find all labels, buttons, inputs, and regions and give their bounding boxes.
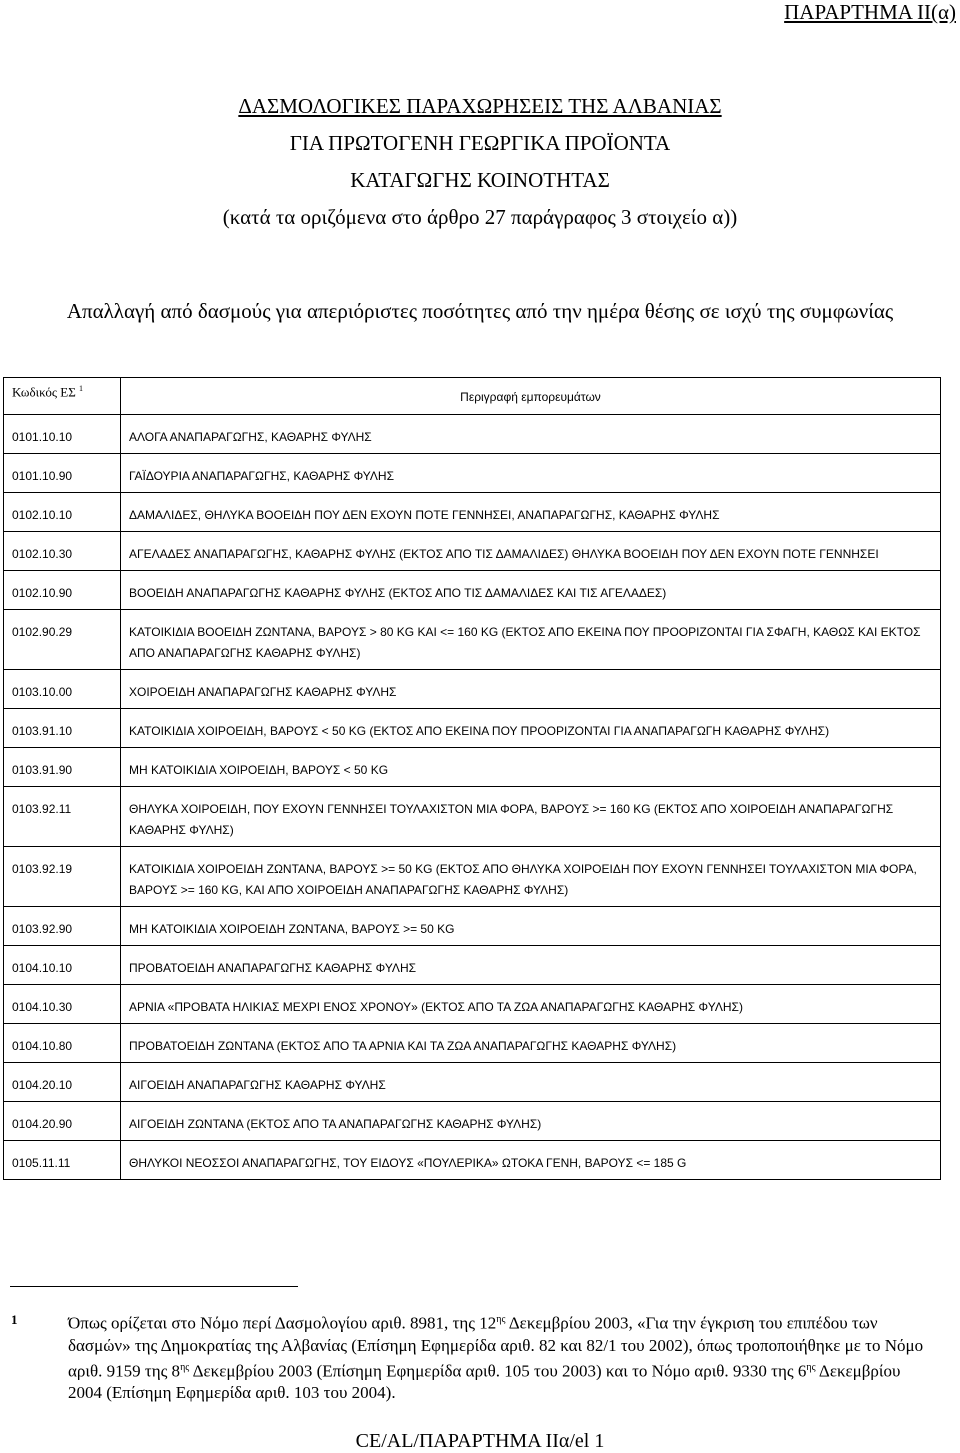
description-cell: ΘΗΛΥΚΟΙ ΝΕΟΣΣΟΙ ΑΝΑΠΑΡΑΓΩΓΗΣ, ΤΟΥ ΕΙΔΟΥΣ «ΠΟΥΛΕΡΙΚΑ» ΩΤΟΚΑ ΓΕΝΗ, ΒΑΡΟΥΣ <= 185 G	[121, 1141, 941, 1180]
footnote-ordinal: ης	[496, 1314, 506, 1325]
table-row	[4, 670, 941, 709]
description-cell: ΚΑΤΟΙΚΙΔΙΑ ΧΟΙΡΟΕΙΔΗ, ΒΑΡΟΥΣ < 50 KG (ΕΚΤΟΣ ΑΠΟ ΕΚΕΙΝΑ ΠΟΥ ΠΡΟΟΡΙΖΟΝΤΑΙ ΓΙΑ ΑΝΑΠΑΡΑΓΩΓΗ ΚΑΘΑΡΗΣ ΦΥΛΗΣ)	[121, 709, 941, 748]
cn-code-cell: 0104.20.10	[4, 1063, 121, 1102]
tariff-table	[3, 377, 941, 1180]
description-cell: ΘΗΛΥΚΑ ΧΟΙΡΟΕΙΔΗ, ΠΟΥ ΕΧΟΥΝ ΓΕΝΝΗΣΕΙ ΤΟΥΛΑΧΙΣΤΟΝ ΜΙΑ ΦΟΡΑ, ΒΑΡΟΥΣ >= 160 KG (ΕΚΤΟΣ ΑΠΟ ΧΟΙΡΟΕΙΔΗ ΑΝΑΠΑΡΑΓΩΓΗΣ ΚΑΘΑΡΗΣ ΦΥΛΗΣ)	[121, 787, 941, 847]
cn-code-cell: 0103.91.10	[4, 709, 121, 748]
header-code-cell	[4, 378, 121, 415]
table-row	[4, 1141, 941, 1180]
footnote-part: Όπως ορίζεται στο Νόμο περί Δασμολογίου αριθ. 8981, της 12	[68, 1313, 497, 1333]
table-row	[4, 532, 941, 571]
footnote-ref: 1	[79, 384, 84, 393]
intro-text: Απαλλαγή από δασμούς για απεριόριστες ποσότητες από την ημέρα θέσης σε ισχύ της συμφωνίας	[66, 299, 894, 323]
title-line: (κατά τα οριζόμενα στο άρθρο 27 παράγραφος 3 στοιχείο α))	[222, 205, 738, 229]
footnote-number: 1	[11, 1312, 18, 1327]
table-row	[4, 847, 941, 907]
document-titles	[0, 88, 960, 236]
page-footer: CE/AL/ΠΑΡΑΡΤΗΜΑ ΙΙα/el 1	[355, 1430, 605, 1452]
description-cell: ΑΛΟΓΑ ΑΝΑΠΑΡΑΓΩΓΗΣ, ΚΑΘΑΡΗΣ ΦΥΛΗΣ	[121, 415, 941, 454]
cn-code-cell: 0102.10.30	[4, 532, 121, 571]
table-row	[4, 415, 941, 454]
description-cell: ΓΑΪΔΟΥΡΙΑ ΑΝΑΠΑΡΑΓΩΓΗΣ, ΚΑΘΑΡΗΣ ΦΥΛΗΣ	[121, 454, 941, 493]
cn-code-cell: 0104.20.90	[4, 1102, 121, 1141]
description-cell: ΑΙΓΟΕΙΔΗ ΑΝΑΠΑΡΑΓΩΓΗΣ ΚΑΘΑΡΗΣ ΦΥΛΗΣ	[121, 1063, 941, 1102]
table-row	[4, 454, 941, 493]
cn-code-cell: 0105.11.11	[4, 1141, 121, 1180]
description-cell: ΚΑΤΟΙΚΙΔΙΑ ΒΟΟΕΙΔΗ ΖΩΝΤΑΝΑ, ΒΑΡΟΥΣ > 80 KG ΚΑΙ <= 160 KG (ΕΚΤΟΣ ΑΠΟ ΕΚΕΙΝΑ ΠΟΥ ΠΡΟΟΡΙΖΟΝΤΑΙ ΓΙΑ ΣΦΑΓΗ, ΚΑΘΩΣ ΚΑΙ ΕΚΤΟΣ ΑΠΟ ΑΝΑΠΑΡΑΓΩΓΗΣ ΚΑΘΑΡΗΣ ΦΥΛΗΣ)	[121, 610, 941, 670]
table-row	[4, 1102, 941, 1141]
cn-code-cell: 0103.92.11	[4, 787, 121, 847]
table-row	[4, 907, 941, 946]
title-line: ΓΙΑ ΠΡΩΤΟΓΕΝΗ ΓΕΩΡΓΙΚΑ ΠΡΟΪΟΝΤΑ	[289, 131, 671, 155]
table-row	[4, 709, 941, 748]
footnote-text	[68, 1309, 936, 1404]
footnote-part: Δεκεμβρίου 2003, «Για την έγκριση του επιπέδου των δασμών» της Δημοκρατίας της Αλβανίας (Επίσημη Εφημερίδα αριθ. 82 και 82/1 του 2002), όπως τροποποιήθηκε με το Νόμο αριθ. 9159 της 8	[68, 1313, 924, 1381]
cn-code-cell: 0104.10.30	[4, 985, 121, 1024]
cn-code-cell: 0104.10.10	[4, 946, 121, 985]
footnote-ordinal: ης	[806, 1361, 816, 1373]
cn-code-cell: 0102.90.29	[4, 610, 121, 670]
description-cell: ΜΗ ΚΑΤΟΙΚΙΔΙΑ ΧΟΙΡΟΕΙΔΗ, ΒΑΡΟΥΣ < 50 KG	[121, 748, 941, 787]
cn-code-cell: 0102.10.10	[4, 493, 121, 532]
description-cell: ΒΟΟΕΙΔΗ ΑΝΑΠΑΡΑΓΩΓΗΣ ΚΑΘΑΡΗΣ ΦΥΛΗΣ (ΕΚΤΟΣ ΑΠΟ ΤΙΣ ΔΑΜΑΛΙΔΕΣ ΚΑΙ ΤΙΣ ΑΓΕΛΑΔΕΣ)	[121, 571, 941, 610]
header-code-label: Κωδικός ΕΣ	[12, 384, 76, 400]
cn-code-cell: 0103.92.19	[4, 847, 121, 907]
cn-code-cell: 0103.10.00	[4, 670, 121, 709]
footnote-divider	[10, 1286, 298, 1287]
cn-code-cell: 0101.10.90	[4, 454, 121, 493]
table-row	[4, 493, 941, 532]
annex-label: ΠΑΡΑΡΤΗΜΑ ΙΙ(α)	[784, 0, 956, 24]
description-cell: ΠΡΟΒΑΤΟΕΙΔΗ ΑΝΑΠΑΡΑΓΩΓΗΣ ΚΑΘΑΡΗΣ ΦΥΛΗΣ	[121, 946, 941, 985]
table-row	[4, 1024, 941, 1063]
description-cell: ΑΙΓΟΕΙΔΗ ΖΩΝΤΑΝΑ (ΕΚΤΟΣ ΑΠΟ ΤΑ ΑΝΑΠΑΡΑΓΩΓΗΣ ΚΑΘΑΡΗΣ ΦΥΛΗΣ)	[121, 1102, 941, 1141]
cn-code-cell: 0101.10.10	[4, 415, 121, 454]
description-cell: ΜΗ ΚΑΤΟΙΚΙΔΙΑ ΧΟΙΡΟΕΙΔΗ ΖΩΝΤΑΝΑ, ΒΑΡΟΥΣ >= 50 KG	[121, 907, 941, 946]
table-row	[4, 787, 941, 847]
title-line: ΚΑΤΑΓΩΓΗΣ ΚΟΙΝΟΤΗΤΑΣ	[350, 168, 610, 192]
description-cell: ΧΟΙΡΟΕΙΔΗ ΑΝΑΠΑΡΑΓΩΓΗΣ ΚΑΘΑΡΗΣ ΦΥΛΗΣ	[121, 670, 941, 709]
footnote-ordinal: ης	[180, 1361, 190, 1373]
cn-code-cell: 0103.92.90	[4, 907, 121, 946]
table-row	[4, 1063, 941, 1102]
table-row	[4, 571, 941, 610]
table-row	[4, 748, 941, 787]
table-row	[4, 946, 941, 985]
cn-code-cell: 0102.10.90	[4, 571, 121, 610]
title-line: ΔΑΣΜΟΛΟΓΙΚΕΣ ΠΑΡΑΧΩΡΗΣΕΙΣ ΤΗΣ ΑΛΒΑΝΙΑΣ	[238, 94, 722, 118]
description-cell: ΑΡΝΙΑ «ΠΡΟΒΑΤΑ ΗΛΙΚΙΑΣ ΜΕΧΡΙ ΕΝΟΣ ΧΡΟΝΟΥ» (ΕΚΤΟΣ ΑΠΟ ΤΑ ΖΩΑ ΑΝΑΠΑΡΑΓΩΓΗΣ ΚΑΘΑΡΗΣ ΦΥΛΗΣ)	[121, 985, 941, 1024]
description-cell: ΠΡΟΒΑΤΟΕΙΔΗ ΖΩΝΤΑΝΑ (ΕΚΤΟΣ ΑΠΟ ΤΑ ΑΡΝΙΑ ΚΑΙ ΤΑ ΖΩΑ ΑΝΑΠΑΡΑΓΩΓΗΣ ΚΑΘΑΡΗΣ ΦΥΛΗΣ)	[121, 1024, 941, 1063]
table-row	[4, 610, 941, 670]
description-cell: ΑΓΕΛΑΔΕΣ ΑΝΑΠΑΡΑΓΩΓΗΣ, ΚΑΘΑΡΗΣ ΦΥΛΗΣ (ΕΚΤΟΣ ΑΠΟ ΤΙΣ ΔΑΜΑΛΙΔΕΣ) ΘΗΛΥΚΑ ΒΟΟΕΙΔΗ ΠΟΥ ΔΕΝ ΕΧΟΥΝ ΠΟΤΕ ΓΕΝΝΗΣΕΙ	[121, 532, 941, 571]
table-header-row	[4, 378, 941, 415]
footnote-part: Δεκεμβρίου 2003 (Επίσημη Εφημερίδα αριθ. 105 του 2003) και το Νόμο αριθ. 9330 της 6	[189, 1361, 807, 1381]
table-row	[4, 985, 941, 1024]
cn-code-cell: 0104.10.80	[4, 1024, 121, 1063]
description-cell: ΚΑΤΟΙΚΙΔΙΑ ΧΟΙΡΟΕΙΔΗ ΖΩΝΤΑΝΑ, ΒΑΡΟΥΣ >= 50 KG (ΕΚΤΟΣ ΑΠΟ ΘΗΛΥΚΑ ΧΟΙΡΟΕΙΔΗ ΠΟΥ ΕΧΟΥΝ ΓΕΝΝΗΣΕΙ ΤΟΥΛΑΧΙΣΤΟΝ ΜΙΑ ΦΟΡΑ, ΒΑΡΟΥΣ >= 160 KG, ΚΑΙ ΑΠΟ ΧΟΙΡΟΕΙΔΗ ΑΝΑΠΑΡΑΓΩΓΗΣ ΚΑΘΑΡΗΣ ΦΥΛΗΣ)	[121, 847, 941, 907]
description-cell: ΔΑΜΑΛΙΔΕΣ, ΘΗΛΥΚΑ ΒΟΟΕΙΔΗ ΠΟΥ ΔΕΝ ΕΧΟΥΝ ΠΟΤΕ ΓΕΝΝΗΣΕΙ, ΑΝΑΠΑΡΑΓΩΓΗΣ, ΚΑΘΑΡΗΣ ΦΥΛΗΣ	[121, 493, 941, 532]
header-desc-cell: Περιγραφή εμπορευμάτων	[121, 378, 941, 415]
cn-code-cell: 0103.91.90	[4, 748, 121, 787]
footnote-part: Δεκεμβρίου 2004 (Επίσημη Εφημερίδα αριθ. 103 του 2004).	[68, 1361, 901, 1403]
